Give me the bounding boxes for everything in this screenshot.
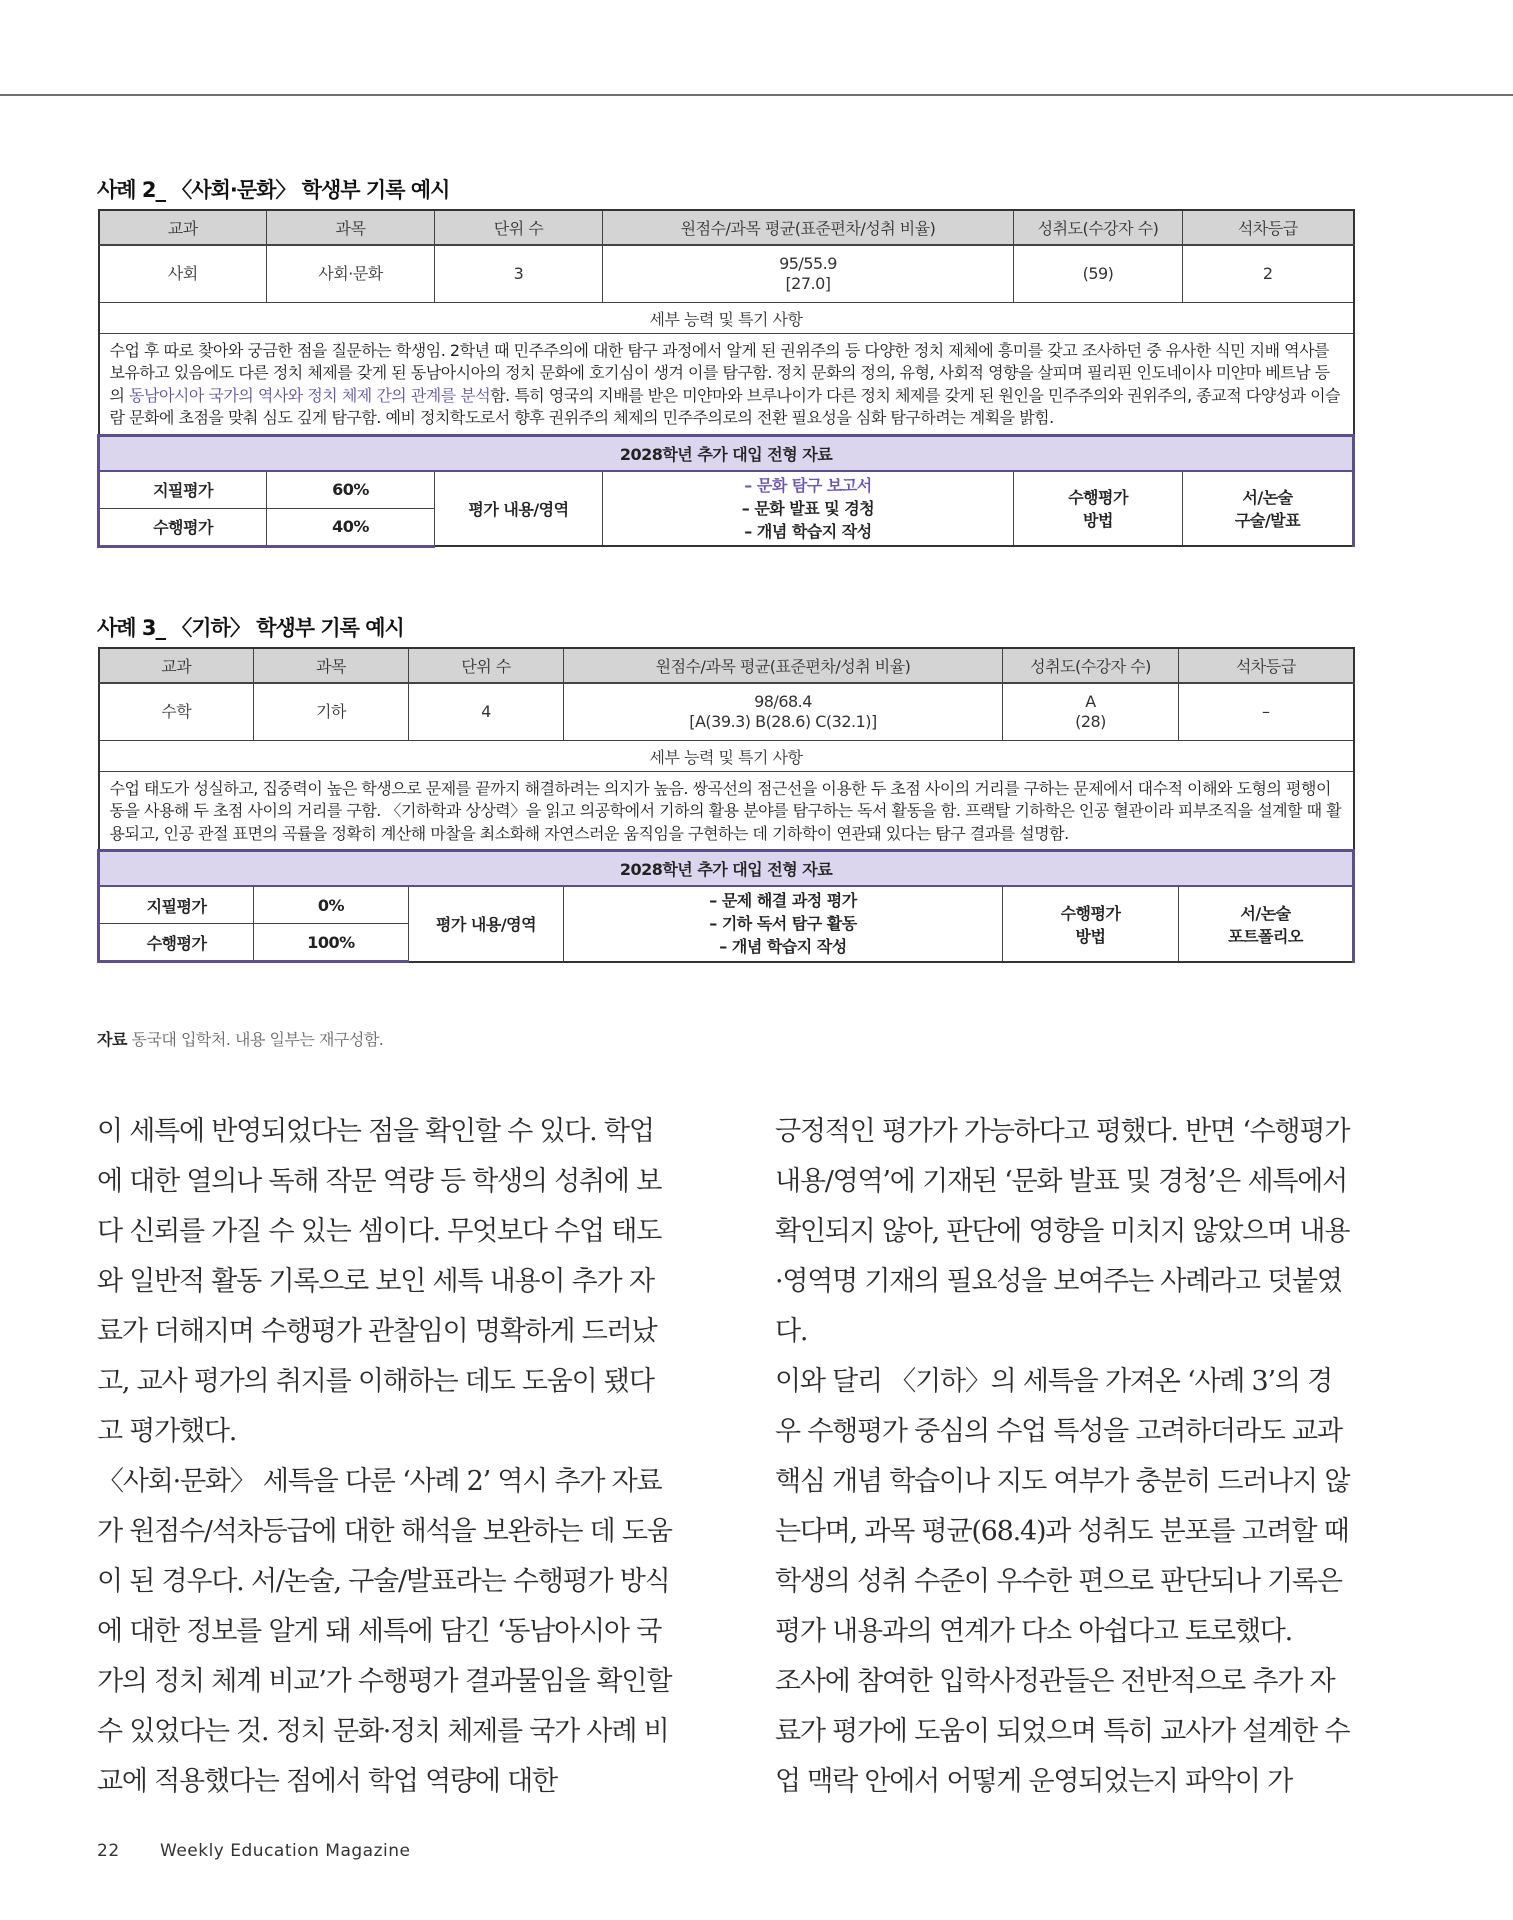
cell-subject-group: 사회 bbox=[99, 245, 267, 303]
cell-score bbox=[564, 683, 1003, 741]
extra-row-written bbox=[99, 471, 1354, 509]
header-rank-grade: 석차등급 bbox=[1179, 648, 1354, 683]
narrative-row bbox=[99, 772, 1354, 851]
content-area-label: 평가 내용/영역 bbox=[435, 471, 603, 547]
top-rule bbox=[0, 94, 1513, 96]
header-score: 원점수/과목 평균(표준편차/성취 비율) bbox=[564, 648, 1003, 683]
method-value-line-2: 포트폴리오 bbox=[1228, 926, 1303, 946]
case3-title: 사례 3_ 〈기하〉 학생부 기록 예시 bbox=[97, 616, 404, 640]
case2-record-table bbox=[97, 209, 1355, 548]
detail-heading-row bbox=[99, 741, 1354, 772]
method-label-line-2: 방법 bbox=[1075, 926, 1106, 946]
header-units: 단위 수 bbox=[435, 210, 603, 245]
header-rank-grade: 석차등급 bbox=[1183, 210, 1354, 245]
cell-score bbox=[603, 245, 1014, 303]
method-value-line-2: 구술/발표 bbox=[1234, 511, 1301, 531]
cell-achievement: (59) bbox=[1014, 245, 1183, 303]
table-header-row bbox=[99, 210, 1354, 245]
body-column-left bbox=[97, 1107, 672, 1807]
method-label bbox=[1014, 471, 1183, 547]
written-eval-label: 지필평가 bbox=[99, 471, 267, 509]
score-line-2: [A(39.3) B(28.6) C(32.1)] bbox=[689, 712, 877, 731]
narrative-cell: 수업 태도가 성실하고, 집중력이 높은 학생으로 문제를 끝까지 해결하려는 의지가 높음. 쌍곡선의 점근선을 이용한 두 초점 사이의 거리를 구하는 문제에서 대수적 이해와 도형의 평행이동을 사용해 두 초점 사이의 거리를 구함. 〈기하학과 상상력〉을 읽고 의공학에서 기하의 활용 분야를 탐구하는 독서 활동을 함. 프랙탈 기하학은 인공 혈관이라 피부조직을 설계할 때 활용되고, 인공 관절 표면의 곡률을 정확히 계산해 마찰을 최소화해 자연스러운 움직임을 구현하는 데 기하학이 연관돼 있다는 탐구 결과를 설명함. bbox=[99, 772, 1354, 851]
performance-eval-percent: 40% bbox=[267, 508, 435, 546]
source-text: 동국대 입학처. 내용 일부는 재구성함. bbox=[131, 1030, 384, 1049]
achievement-line-1: A bbox=[1085, 692, 1096, 711]
method-value-line-1: 서/논술 bbox=[1242, 488, 1293, 508]
narrative-text: 수업 후 따로 찾아와 궁금한 점을 질문하는 학생임. 2학년 때 민주주의에 대한 탐구 과정에서 알게 된 권위주의 등 다양한 정치 제체에 흥미를 갖고 조사하던 중 유사한 식민 지배 역사를 보유하고 있음에도 다른 정치 체제를 갖게 된 동남아시아의 정치 문화에 호기심이 생겨 이를 탐구함. 정치 문화의 정의, 유형, 사회적 영향을 살피며 필리핀 인도네이사 미얀마 베트남 등의 bbox=[109, 341, 1330, 405]
header-achievement: 성취도(수강자 수) bbox=[1003, 648, 1179, 683]
detail-heading-row bbox=[99, 303, 1354, 334]
detail-heading: 세부 능력 및 특기 사항 bbox=[99, 741, 1354, 772]
written-eval-label: 지필평가 bbox=[99, 886, 254, 924]
extra-data-heading-row bbox=[99, 851, 1354, 887]
body-paragraph: 조사에 참여한 입학사정관들은 전반적으로 추가 자료가 평가에 도움이 되었으며 특히 교사가 설계한 수업 맥락 안에서 어떻게 운영되었는지 파악이 가 bbox=[775, 1666, 1350, 1797]
method-label-line-1: 수행평가 bbox=[1060, 903, 1121, 923]
method-value bbox=[1179, 886, 1354, 962]
narrative-cell bbox=[99, 334, 1354, 436]
page-number: 22 bbox=[97, 1841, 120, 1861]
body-paragraph: 이 세특에 반영되었다는 점을 확인할 수 있다. 학업에 대한 열의나 독해 작문 역량 등 학생의 성취에 보다 신뢰를 가질 수 있는 셈이다. 무엇보다 수업 태도와 일반적 활동 기록으로 보인 세특 내용이 추가 자료가 더해지며 수행평가 관찰임이 명확하게 드러났고, 교사 평가의 취지를 이해하는 데도 도움이 됐다고 평가했다. bbox=[97, 1116, 662, 1447]
content-item: – 개념 학습지 작성 bbox=[744, 521, 872, 541]
source-note bbox=[97, 1027, 383, 1050]
content-area-items bbox=[564, 886, 1003, 962]
extra-data-heading-row bbox=[99, 435, 1354, 471]
method-label-line-1: 수행평가 bbox=[1068, 488, 1128, 508]
cell-units: 4 bbox=[409, 683, 564, 741]
performance-eval-label: 수행평가 bbox=[99, 508, 267, 546]
score-line-2: [27.0] bbox=[785, 274, 831, 293]
performance-eval-percent: 100% bbox=[254, 924, 409, 962]
narrative-row bbox=[99, 334, 1354, 436]
body-column-right bbox=[775, 1107, 1350, 1807]
extra-data-heading: 2028학년 추가 대입 전형 자료 bbox=[99, 435, 1354, 471]
table-header-row bbox=[99, 648, 1354, 683]
written-eval-percent: 0% bbox=[254, 886, 409, 924]
score-line-1: 98/68.4 bbox=[754, 692, 812, 711]
header-subject: 과목 bbox=[267, 210, 435, 245]
cell-rank-grade: – bbox=[1179, 683, 1354, 741]
header-subject-group: 교과 bbox=[99, 210, 267, 245]
content-area-label: 평가 내용/영역 bbox=[409, 886, 564, 962]
written-eval-percent: 60% bbox=[267, 471, 435, 509]
performance-eval-label: 수행평가 bbox=[99, 924, 254, 962]
body-paragraph: 이와 달리 〈기하〉의 세특을 가져온 ‘사례 3’의 경우 수행평가 중심의 수업 특성을 고려하더라도 교과 핵심 개념 학습이나 지도 여부가 충분히 드러나지 않는다며, 과목 평균(68.4)과 성취도 분포를 고려할 때 학생의 성취 수준이 우수한 편으로 판단되나 기록은 평가 내용과의 연계가 다소 아쉽다고 토로했다. bbox=[775, 1366, 1350, 1647]
content-item: – 기하 독서 탐구 활동 bbox=[709, 914, 857, 934]
header-subject-group: 교과 bbox=[99, 648, 254, 683]
table-row bbox=[99, 245, 1354, 303]
case2-title: 사례 2_ 〈사회·문화〉 학생부 기록 예시 bbox=[97, 178, 450, 202]
cell-subject: 사회·문화 bbox=[267, 245, 435, 303]
header-subject: 과목 bbox=[254, 648, 409, 683]
body-paragraph: 긍정적인 평가가 가능하다고 평했다. 반면 ‘수행평가 내용/영역’에 기재된 ‘문화 발표 및 경청’은 세특에서 확인되지 않아, 판단에 영향을 미치지 않았으며 내용·영역명 기재의 필요성을 보여주는 사례라고 덧붙였다. bbox=[775, 1116, 1350, 1347]
table-row bbox=[99, 683, 1354, 741]
source-label: 자료 bbox=[97, 1030, 127, 1049]
extra-data-heading: 2028학년 추가 대입 전형 자료 bbox=[99, 851, 1354, 887]
content-item: – 문화 발표 및 경청 bbox=[741, 498, 875, 518]
cell-rank-grade: 2 bbox=[1183, 245, 1354, 303]
narrative-text-after: 함. 특히 영국의 지배를 받은 미얀마와 브루나이가 다른 정치 체제를 갖게 된 원인을 민주주의와 권위주의, 종교적 다양성과 이슬람 문화에 초점을 맞춰 심도 깊게 탐구함. 예비 정치학도로서 향후 권위주의 체제의 민주주의로의 전환 필요성을 심화 탐구하려는 계획을 밝힘. bbox=[109, 385, 1341, 428]
cell-achievement bbox=[1003, 683, 1179, 741]
content-area-items bbox=[603, 471, 1014, 547]
header-units: 단위 수 bbox=[409, 648, 564, 683]
content-item: – 문화 탐구 보고서 bbox=[744, 475, 872, 495]
method-value bbox=[1183, 471, 1354, 547]
content-item: – 개념 학습지 작성 bbox=[719, 937, 847, 957]
achievement-line-2: (28) bbox=[1075, 712, 1106, 731]
method-label bbox=[1003, 886, 1179, 962]
narrative-highlight: 동남아시아 국가의 역사와 정치 체제 간의 관계를 분석 bbox=[129, 385, 491, 405]
case3-record-table bbox=[97, 647, 1355, 963]
score-line-1: 95/55.9 bbox=[779, 254, 837, 273]
header-achievement: 성취도(수강자 수) bbox=[1014, 210, 1183, 245]
cell-subject: 기하 bbox=[254, 683, 409, 741]
content-item: – 문제 해결 과정 평가 bbox=[709, 891, 857, 911]
cell-subject-group: 수학 bbox=[99, 683, 254, 741]
extra-row-written bbox=[99, 886, 1354, 924]
cell-units: 3 bbox=[435, 245, 603, 303]
detail-heading: 세부 능력 및 특기 사항 bbox=[99, 303, 1354, 334]
magazine-name: Weekly Education Magazine bbox=[160, 1841, 411, 1861]
header-score: 원점수/과목 평균(표준편차/성취 비율) bbox=[603, 210, 1014, 245]
body-paragraph: 〈사회·문화〉 세특을 다룬 ‘사례 2’ 역시 추가 자료가 원점수/석차등급에 대한 해석을 보완하는 데 도움이 된 경우다. 서/논술, 구술/발표라는 수행평가 방식에 대한 정보를 알게 돼 세특에 담긴 ‘동남아시아 국가의 정치 체계 비교’가 수행평가 결과물임을 확인할 수 있었다는 것. 정치 문화·정치 체제를 국가 사례 비교에 적용했다는 점에서 학업 역량에 대한 bbox=[97, 1466, 672, 1797]
method-value-line-1: 서/논술 bbox=[1240, 903, 1291, 923]
method-label-line-2: 방법 bbox=[1083, 511, 1113, 531]
